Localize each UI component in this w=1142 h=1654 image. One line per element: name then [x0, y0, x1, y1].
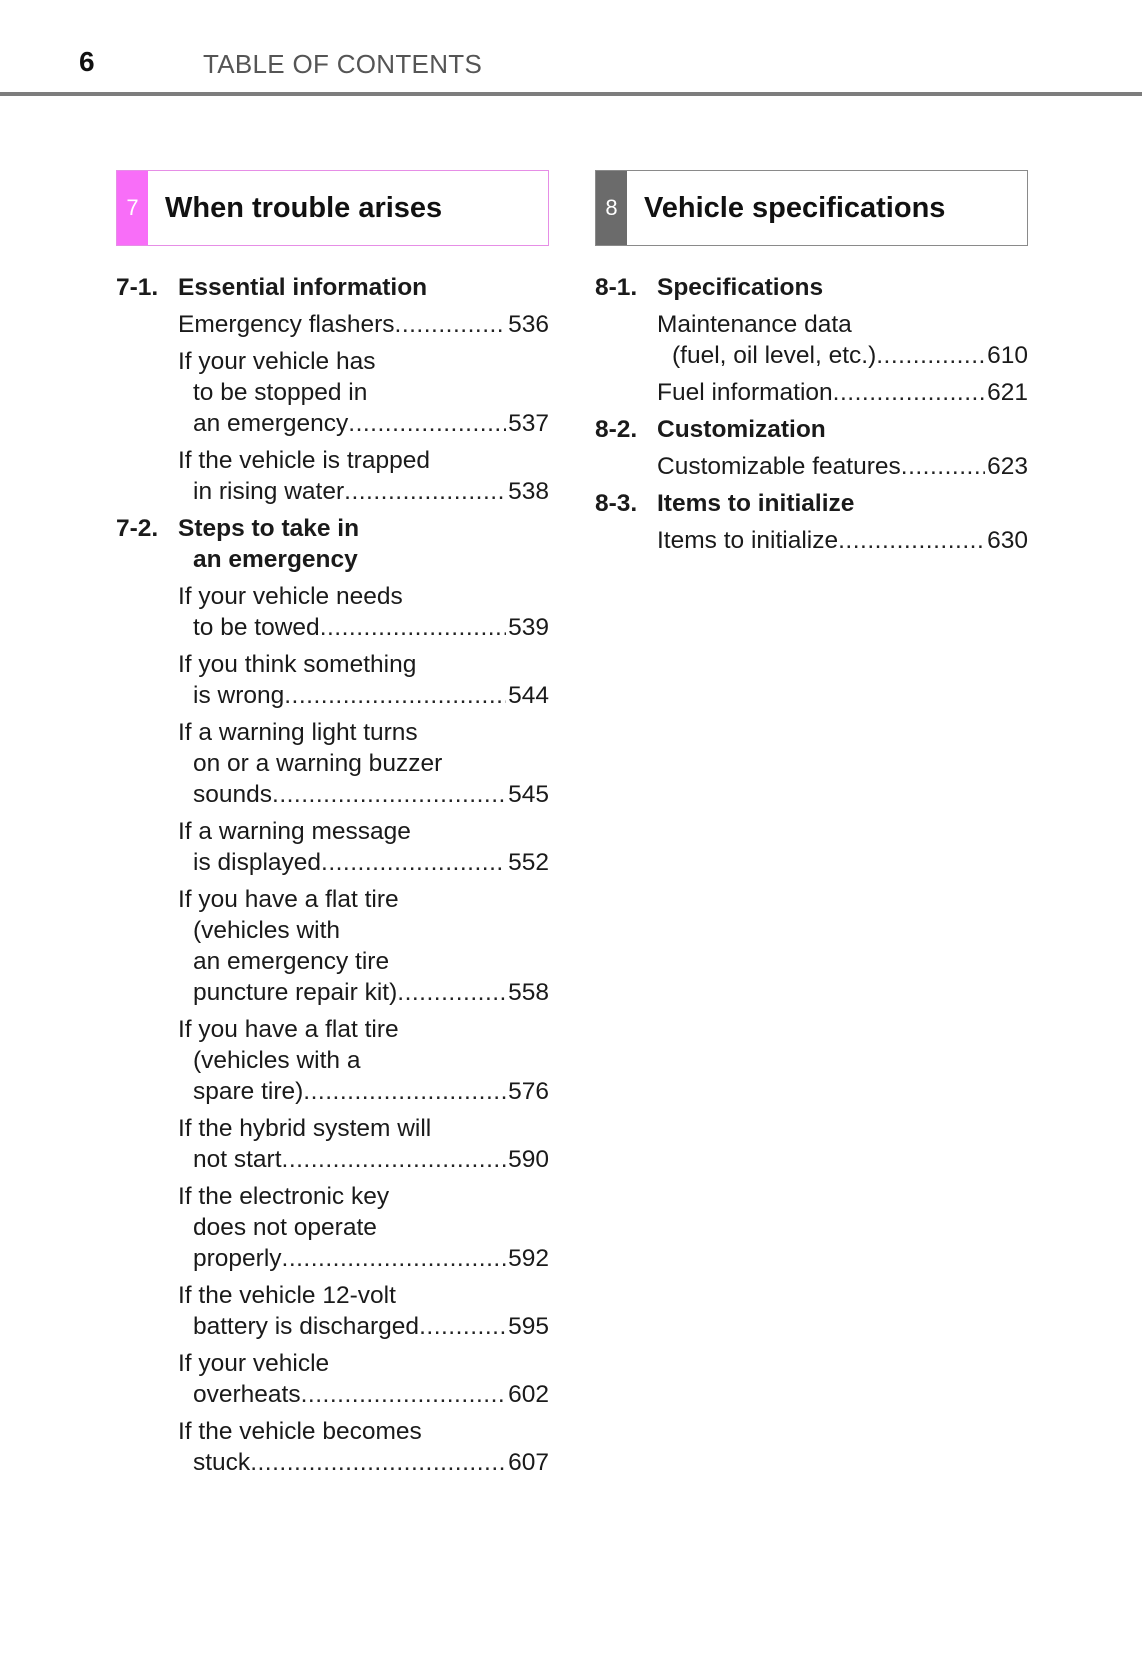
- toc-entries: [595, 272, 1028, 556]
- running-title: TABLE OF CONTENTS: [203, 49, 483, 79]
- toc-item-text: Fuel information: [657, 379, 833, 406]
- toc-item-text: in rising water: [193, 478, 345, 505]
- page-header: [0, 0, 1142, 96]
- toc-item-last-line: [178, 1076, 549, 1107]
- page-reference[interactable]: 602: [508, 1381, 549, 1408]
- toc-item-last-line: [178, 847, 549, 878]
- chapter-header-7: [116, 170, 549, 246]
- dot-leader: [250, 1447, 506, 1478]
- toc-item-last-line: [178, 1243, 549, 1274]
- dot-leader: [282, 1144, 507, 1175]
- toc-item[interactable]: [595, 525, 1028, 556]
- section-title: Specifications: [657, 274, 824, 301]
- section-title: Items to initialize: [657, 490, 855, 517]
- toc-item-last-line: [178, 1144, 549, 1175]
- toc-item[interactable]: [595, 377, 1028, 408]
- toc-item-last-line: [178, 408, 549, 439]
- toc-item-line: (vehicles with a: [193, 1047, 361, 1074]
- toc-item-last-line: [178, 779, 549, 810]
- section-heading[interactable]: [116, 513, 549, 575]
- dot-leader: [833, 377, 985, 408]
- toc-item-line: Maintenance data: [657, 311, 852, 338]
- toc-item-last-line: [657, 451, 1028, 482]
- toc-item-text: an emergency: [193, 410, 349, 437]
- chapter-column-7: [116, 170, 549, 1484]
- toc-item-line: If the vehicle becomes: [178, 1418, 422, 1445]
- toc-item-line: (vehicles with: [193, 917, 341, 944]
- page-reference[interactable]: 623: [987, 453, 1028, 480]
- toc-item-text: not start: [193, 1146, 282, 1173]
- page-reference[interactable]: 630: [987, 527, 1028, 554]
- section-title: Steps to take in an emergency: [178, 513, 549, 575]
- toc-item[interactable]: [116, 1014, 549, 1107]
- section-number: 7-2.: [116, 515, 159, 542]
- page-reference[interactable]: 595: [508, 1313, 549, 1340]
- dot-leader: [301, 1379, 507, 1410]
- toc-item-text: spare tire): [193, 1078, 304, 1105]
- toc-item-last-line: [178, 476, 549, 507]
- toc-item-text: stuck: [193, 1449, 251, 1476]
- toc-item-line: does not operate: [193, 1214, 377, 1241]
- toc-item-line: If you have a flat tire: [178, 886, 399, 913]
- page-reference[interactable]: 576: [508, 1078, 549, 1105]
- toc-item-text: properly: [193, 1245, 282, 1272]
- toc-item-last-line: [657, 377, 1028, 408]
- toc-item-line: If your vehicle has: [178, 348, 376, 375]
- toc-item-text: battery is discharged: [193, 1313, 420, 1340]
- dot-leader: [282, 1243, 507, 1274]
- dot-leader: [395, 309, 507, 340]
- toc-item[interactable]: [116, 1181, 549, 1274]
- page-reference[interactable]: 592: [508, 1245, 549, 1272]
- section-title: Customization: [657, 416, 826, 443]
- page-reference[interactable]: 610: [987, 342, 1028, 369]
- dot-leader: [901, 451, 985, 482]
- page-reference[interactable]: 544: [508, 682, 549, 709]
- toc-item-line: If the vehicle is trapped: [178, 447, 430, 474]
- toc-item[interactable]: [116, 1348, 549, 1410]
- page-reference[interactable]: 590: [508, 1146, 549, 1173]
- dot-leader: [303, 1076, 506, 1107]
- toc-item-last-line: [178, 309, 549, 340]
- dot-leader: [876, 340, 985, 371]
- section-heading[interactable]: [116, 272, 549, 303]
- page-reference[interactable]: 558: [508, 979, 549, 1006]
- toc-item-line: If the electronic key: [178, 1183, 390, 1210]
- toc-item-line: If you think something: [178, 651, 417, 678]
- toc-item-line: on or a warning buzzer: [193, 750, 443, 777]
- toc-item-line: If the hybrid system will: [178, 1115, 432, 1142]
- section-heading[interactable]: [595, 414, 1028, 445]
- dot-leader: [348, 408, 506, 439]
- page-reference[interactable]: 621: [987, 379, 1028, 406]
- toc-item[interactable]: [595, 309, 1028, 371]
- toc-item-text: sounds: [193, 781, 273, 808]
- toc-item-last-line: [178, 612, 549, 643]
- toc-item-text: to be towed: [193, 614, 320, 641]
- toc-item[interactable]: [116, 884, 549, 1008]
- section-heading[interactable]: [595, 488, 1028, 519]
- section-number: 8-3.: [595, 490, 638, 517]
- toc-item[interactable]: [116, 1280, 549, 1342]
- page-reference[interactable]: 539: [508, 614, 549, 641]
- toc-item-text: Items to initialize: [657, 527, 839, 554]
- toc-item[interactable]: [116, 581, 549, 643]
- toc-item[interactable]: [595, 451, 1028, 482]
- section-title-line: an emergency: [193, 546, 358, 573]
- toc-item[interactable]: [116, 445, 549, 507]
- toc-item-last-line: [178, 1447, 549, 1478]
- toc-item[interactable]: [116, 649, 549, 711]
- toc-item-last-line: [178, 1379, 549, 1410]
- toc-item-line: an emergency tire: [193, 948, 390, 975]
- toc-item-text: (fuel, oil level, etc.): [672, 342, 877, 369]
- dot-leader: [419, 1311, 506, 1342]
- toc-item[interactable]: [116, 309, 549, 340]
- page-reference[interactable]: 545: [508, 781, 549, 808]
- toc-entries: [116, 272, 549, 1478]
- chapter-header-8: [595, 170, 1028, 246]
- dot-leader: [284, 680, 506, 711]
- toc-item-last-line: [657, 525, 1028, 556]
- toc-item-line: If your vehicle: [178, 1350, 330, 1377]
- toc-item-last-line: [178, 977, 549, 1008]
- toc-item[interactable]: [116, 816, 549, 878]
- dot-leader: [397, 977, 506, 1008]
- toc-item-line: If the vehicle 12-volt: [178, 1282, 396, 1309]
- dot-leader: [320, 612, 506, 643]
- toc-item-text: Emergency flashers: [178, 311, 395, 338]
- page-reference[interactable]: 607: [508, 1449, 549, 1476]
- toc-item-line: If you have a flat tire: [178, 1016, 399, 1043]
- page-number: 6: [79, 46, 95, 77]
- chapter-title: Vehicle specifications: [644, 191, 946, 224]
- toc-item-line: If your vehicle needs: [178, 583, 403, 610]
- page-reference[interactable]: 536: [508, 311, 549, 338]
- page-reference[interactable]: 538: [508, 478, 549, 505]
- toc-item[interactable]: [116, 1416, 549, 1478]
- chapter-column-8: [595, 170, 1028, 562]
- dot-leader: [272, 779, 506, 810]
- chapter-title: When trouble arises: [165, 191, 443, 224]
- section-number: 8-1.: [595, 274, 638, 301]
- chapter-number-tab: 8: [596, 171, 627, 245]
- chapter-number-tab: 7: [117, 171, 148, 245]
- toc-item-line: to be stopped in: [193, 379, 368, 406]
- section-title: Essential information: [178, 274, 428, 301]
- toc-item-text: is wrong: [193, 682, 285, 709]
- dot-leader: [838, 525, 985, 556]
- toc-item[interactable]: [116, 717, 549, 810]
- dot-leader: [344, 476, 506, 507]
- toc-item-last-line: [178, 680, 549, 711]
- section-heading[interactable]: [595, 272, 1028, 303]
- toc-item[interactable]: [116, 346, 549, 439]
- dot-leader: [321, 847, 506, 878]
- toc-item-text: is displayed: [193, 849, 322, 876]
- toc-item-last-line: [657, 340, 1028, 371]
- section-number: 8-2.: [595, 416, 638, 443]
- toc-item-text: Customizable features: [657, 453, 901, 480]
- toc-item-text: overheats: [193, 1381, 301, 1408]
- toc-item-line: If a warning light turns: [178, 719, 418, 746]
- toc-item-text: puncture repair kit): [193, 979, 398, 1006]
- page-reference[interactable]: 552: [508, 849, 549, 876]
- toc-item-last-line: [178, 1311, 549, 1342]
- toc-item[interactable]: [116, 1113, 549, 1175]
- page-reference[interactable]: 537: [508, 410, 549, 437]
- header-rule: [0, 92, 1142, 96]
- section-number: 7-1.: [116, 274, 159, 301]
- toc-item-line: If a warning message: [178, 818, 411, 845]
